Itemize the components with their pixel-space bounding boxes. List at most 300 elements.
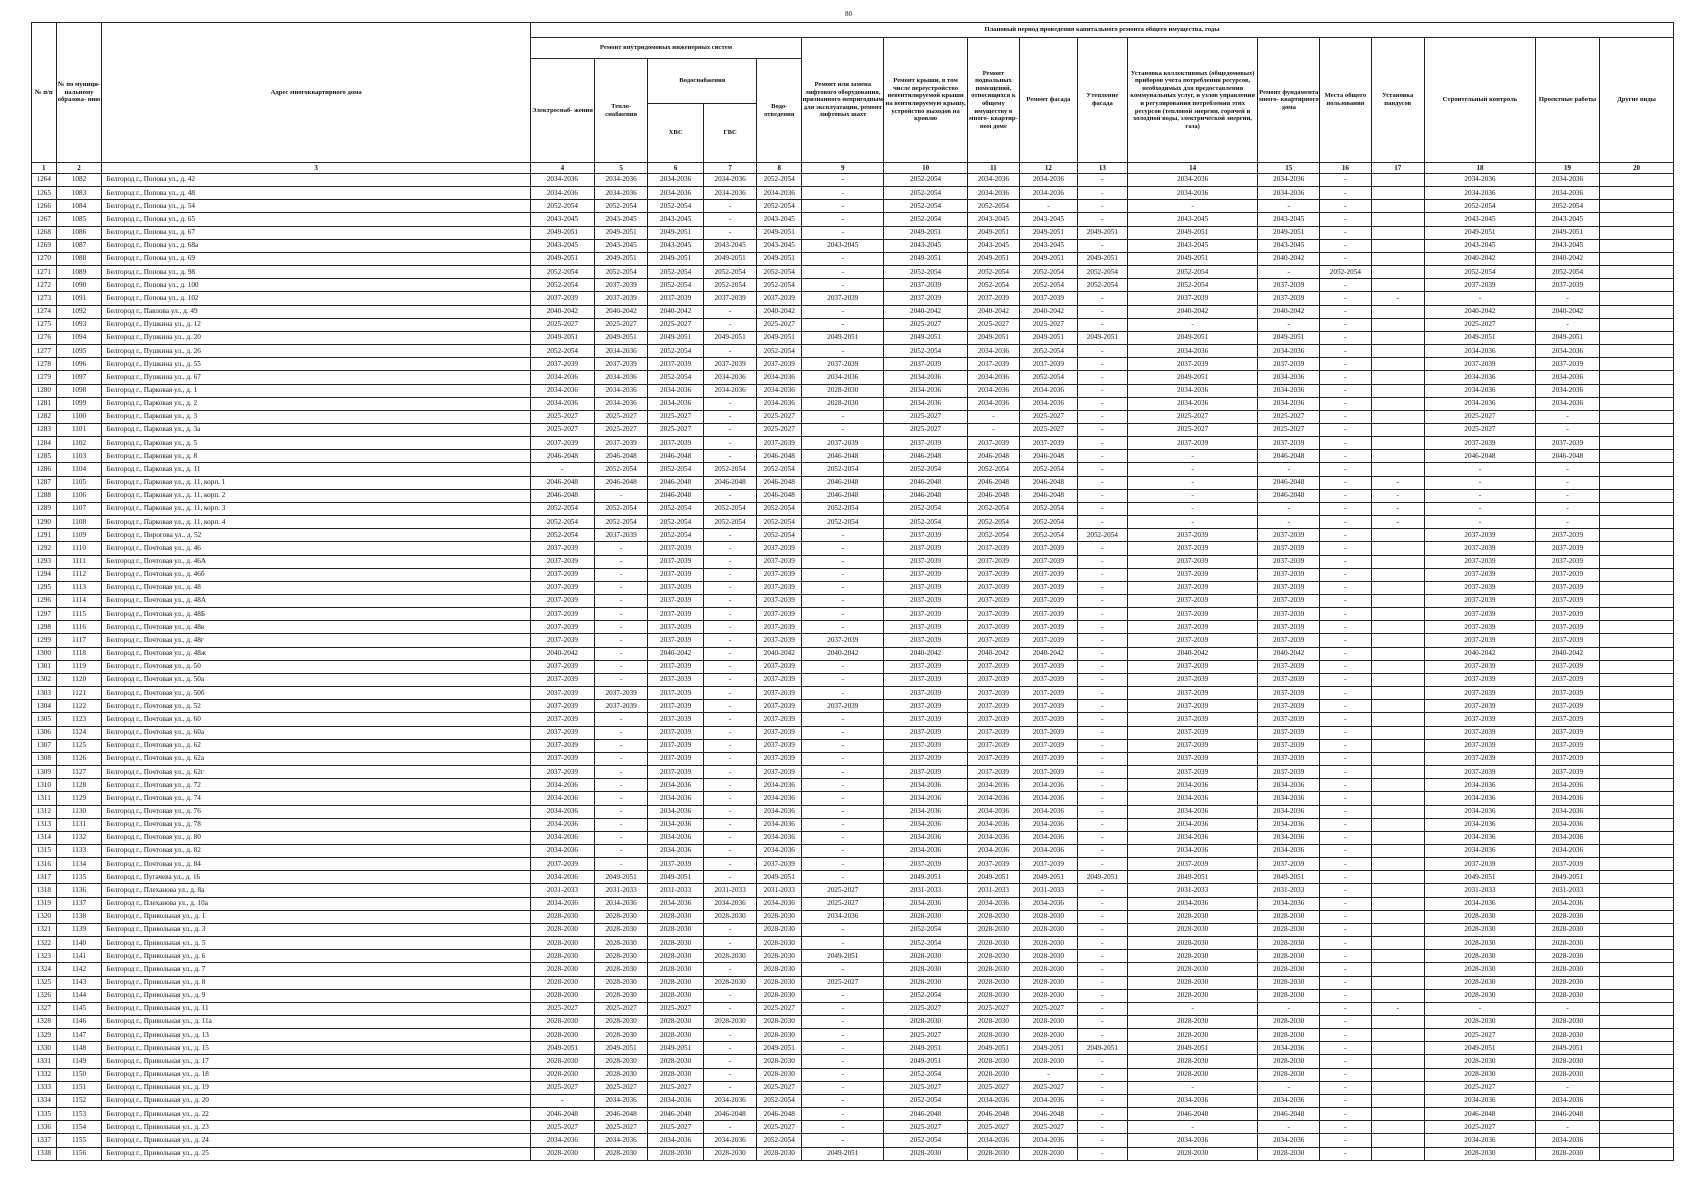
table-cell: 1337 [32, 1134, 57, 1147]
table-cell: 1296 [32, 595, 57, 608]
table-cell: 2043-2045 [757, 239, 802, 252]
table-cell: 1302 [32, 673, 57, 686]
table-cell: 2025-2027 [530, 1081, 594, 1094]
table-cell: 2040-2042 [967, 647, 1019, 660]
table-cell: - [1258, 463, 1320, 476]
table-cell [1371, 673, 1424, 686]
table-cell: 2034-2036 [1020, 174, 1078, 187]
table-cell: 2025-2027 [1020, 318, 1078, 331]
table-cell: 2052-2054 [1077, 529, 1127, 542]
table-cell: 2037-2039 [648, 858, 704, 871]
table-cell: 1101 [56, 423, 102, 436]
table-cell [1371, 1016, 1424, 1029]
table-cell: - [1127, 463, 1257, 476]
table-cell: - [1536, 292, 1600, 305]
table-cell: 2052-2054 [1020, 266, 1078, 279]
table-cell: 2034-2036 [1258, 397, 1320, 410]
table-cell: - [703, 200, 756, 213]
table-cell [1371, 542, 1424, 555]
table-cell: 2037-2039 [1258, 437, 1320, 450]
table-cell: 2037-2039 [802, 437, 884, 450]
table-cell: 2034-2036 [757, 818, 802, 831]
table-cell: 2052-2054 [757, 502, 802, 515]
table-row [32, 200, 1674, 213]
table-cell: 1285 [32, 450, 57, 463]
table-cell: 2028-2030 [967, 1147, 1019, 1160]
table-cell: 1098 [56, 384, 102, 397]
table-cell [1371, 529, 1424, 542]
table-row [32, 713, 1674, 726]
table-cell [1600, 1002, 1674, 1015]
column-number: 13 [1077, 163, 1127, 174]
table-cell: 2037-2039 [802, 634, 884, 647]
table-cell: 2052-2054 [594, 502, 647, 515]
table-cell [1371, 608, 1424, 621]
table-cell: 2037-2039 [1258, 687, 1320, 700]
table-cell: 2037-2039 [1536, 581, 1600, 594]
table-cell: - [1077, 239, 1127, 252]
table-cell: 1286 [32, 463, 57, 476]
table-cell: 2037-2039 [1536, 700, 1600, 713]
table-cell: - [1320, 766, 1371, 779]
table-cell: 2028-2030 [1424, 937, 1535, 950]
table-cell: - [1320, 818, 1371, 831]
table-cell: - [1320, 174, 1371, 187]
table-cell: - [703, 1042, 756, 1055]
table-cell: - [703, 410, 756, 423]
table-cell: 2034-2036 [757, 792, 802, 805]
table-cell [1600, 1108, 1674, 1121]
table-cell: - [1320, 660, 1371, 673]
table-cell: 2052-2054 [757, 200, 802, 213]
table-cell: 2052-2054 [648, 200, 704, 213]
header-common-areas: Места общего пользования [1320, 38, 1371, 163]
table-cell: 2034-2036 [530, 1134, 594, 1147]
table-cell: 2034-2036 [967, 1134, 1019, 1147]
table-cell [1600, 673, 1674, 686]
table-cell: - [1320, 437, 1371, 450]
table-cell [1600, 187, 1674, 200]
table-cell: - [802, 818, 884, 831]
table-cell: 2037-2039 [1127, 634, 1257, 647]
table-cell [1371, 726, 1424, 739]
table-cell: 2025-2027 [530, 410, 594, 423]
table-cell [1371, 239, 1424, 252]
table-cell [1600, 581, 1674, 594]
table-cell: 2037-2039 [1127, 529, 1257, 542]
table-cell: 2034-2036 [1424, 174, 1535, 187]
table-cell: 1087 [56, 239, 102, 252]
header-design-works: Проектные работы [1536, 38, 1600, 163]
table-cell: 2034-2036 [1536, 345, 1600, 358]
address-cell: Белгород г., Привольная ул., д. 18 [102, 1068, 530, 1081]
table-cell: 2052-2054 [802, 463, 884, 476]
table-cell: 2037-2039 [1258, 739, 1320, 752]
table-header [32, 23, 1674, 174]
table-cell: 2028-2030 [1020, 989, 1078, 1002]
table-cell: 2049-2051 [884, 1055, 967, 1068]
address-cell: Белгород г., Почтовая ул., д. 78 [102, 818, 530, 831]
table-cell: 2037-2039 [1258, 621, 1320, 634]
table-cell: 2049-2051 [802, 1147, 884, 1160]
header-planned-period: Плановый период проведения капитального ремонта общего имущества, годы [530, 23, 1673, 38]
table-cell: 2028-2030 [1127, 1055, 1257, 1068]
table-cell: 2028-2030 [1536, 989, 1600, 1002]
table-row [32, 792, 1674, 805]
table-cell: 2040-2042 [1127, 647, 1257, 660]
table-cell: 2040-2042 [530, 647, 594, 660]
table-cell: 2034-2036 [884, 805, 967, 818]
table-cell: 2025-2027 [967, 1002, 1019, 1015]
table-cell: 2040-2042 [1020, 305, 1078, 318]
table-cell: - [1320, 1068, 1371, 1081]
table-row [32, 437, 1674, 450]
table-cell: 2037-2039 [703, 358, 756, 371]
table-cell: 1278 [32, 358, 57, 371]
table-cell: 2049-2051 [530, 1042, 594, 1055]
table-cell: - [703, 673, 756, 686]
table-cell: 2046-2048 [594, 1108, 647, 1121]
column-number: 5 [594, 163, 647, 174]
table-cell: 2028-2030 [1020, 1016, 1078, 1029]
table-cell: 2037-2039 [1424, 687, 1535, 700]
table-cell [1371, 174, 1424, 187]
table-cell [1600, 831, 1674, 844]
table-cell: 2025-2027 [884, 410, 967, 423]
table-cell: - [1320, 950, 1371, 963]
table-cell: - [1536, 489, 1600, 502]
table-cell: - [1258, 318, 1320, 331]
table-cell: - [1320, 239, 1371, 252]
table-cell: 2034-2036 [594, 174, 647, 187]
table-cell: 2037-2039 [530, 660, 594, 673]
table-cell: 2034-2036 [1020, 779, 1078, 792]
table-cell: 1329 [32, 1029, 57, 1042]
table-cell: 2037-2039 [530, 595, 594, 608]
table-cell [1371, 805, 1424, 818]
table-cell: 2049-2051 [1127, 871, 1257, 884]
table-cell: 2028-2030 [594, 923, 647, 936]
table-cell: - [1320, 1002, 1371, 1015]
table-cell: 1104 [56, 463, 102, 476]
table-cell: - [703, 700, 756, 713]
header-ramps: Установка пандусов [1371, 38, 1424, 163]
table-cell: - [1077, 805, 1127, 818]
address-cell: Белгород г., Почтовая ул., д. 62г [102, 766, 530, 779]
table-cell: 2052-2054 [1077, 279, 1127, 292]
table-cell: 2037-2039 [530, 752, 594, 765]
table-cell: 2037-2039 [884, 687, 967, 700]
table-cell: - [1320, 516, 1371, 529]
table-cell: 2028-2030 [1536, 963, 1600, 976]
table-cell [1600, 726, 1674, 739]
address-cell: Белгород г., Попова ул., д. 98 [102, 266, 530, 279]
address-cell: Белгород г., Пушкина ул., д. 55 [102, 358, 530, 371]
table-cell [1600, 687, 1674, 700]
table-cell: 2052-2054 [884, 989, 967, 1002]
table-cell: 2037-2039 [1020, 858, 1078, 871]
table-cell: 2043-2045 [1536, 213, 1600, 226]
header-roof: Ремонт крыши, в том числе переустройство невентилируемой крыши на вентилируемую крышу, устройство выходов на кровлю [884, 38, 967, 163]
table-cell: 2040-2042 [1536, 647, 1600, 660]
table-cell: 2028-2030 [530, 1055, 594, 1068]
table-cell: 2034-2036 [1536, 818, 1600, 831]
table-cell: 2043-2045 [1020, 213, 1078, 226]
table-cell [1371, 1121, 1424, 1134]
table-cell: 1111 [56, 555, 102, 568]
table-cell: - [1320, 858, 1371, 871]
table-cell: 2052-2054 [802, 516, 884, 529]
table-cell: 2037-2039 [967, 608, 1019, 621]
table-cell: 2046-2048 [802, 450, 884, 463]
table-cell: 2037-2039 [530, 292, 594, 305]
table-cell: 2034-2036 [884, 792, 967, 805]
table-cell: - [1320, 476, 1371, 489]
table-cell: 2052-2054 [648, 279, 704, 292]
table-cell: 2034-2036 [648, 397, 704, 410]
table-cell: - [1424, 489, 1535, 502]
table-cell: 2037-2039 [1127, 858, 1257, 871]
table-cell: 2034-2036 [1536, 1134, 1600, 1147]
table-cell: 2028-2030 [530, 950, 594, 963]
table-cell: - [1077, 621, 1127, 634]
table-cell: 2028-2030 [884, 963, 967, 976]
table-cell: 2037-2039 [884, 766, 967, 779]
table-cell: 2034-2036 [967, 384, 1019, 397]
table-cell: 2046-2048 [1258, 476, 1320, 489]
table-cell: 2028-2030 [757, 910, 802, 923]
table-cell: 2028-2030 [1536, 1055, 1600, 1068]
table-cell: 1143 [56, 976, 102, 989]
table-cell: 2049-2051 [1127, 331, 1257, 344]
table-cell: 2049-2051 [1020, 331, 1078, 344]
table-cell: 2034-2036 [530, 371, 594, 384]
table-cell: 2034-2036 [1258, 805, 1320, 818]
table-cell: 2037-2039 [1536, 739, 1600, 752]
table-cell [1371, 187, 1424, 200]
table-row [32, 529, 1674, 542]
table-cell: 2028-2030 [1020, 1147, 1078, 1160]
table-cell: 2037-2039 [1020, 542, 1078, 555]
table-cell: 2028-2030 [757, 923, 802, 936]
table-cell: 2028-2030 [1424, 910, 1535, 923]
table-cell: 2049-2051 [1077, 1042, 1127, 1055]
table-cell: 2037-2039 [1536, 568, 1600, 581]
header-lift: Ремонт или замена лифтового оборудования, признанного непригодным для эксплуатации, ремонт лифтовых шахт [802, 38, 884, 163]
table-cell: 2028-2030 [648, 1055, 704, 1068]
table-cell: 2031-2033 [1536, 884, 1600, 897]
table-cell: - [703, 489, 756, 502]
table-cell: 2025-2027 [757, 410, 802, 423]
table-cell [1600, 897, 1674, 910]
table-cell: 2028-2030 [1127, 963, 1257, 976]
table-cell: 2040-2042 [1424, 305, 1535, 318]
table-cell: 2037-2039 [530, 687, 594, 700]
table-cell: 1107 [56, 502, 102, 515]
table-cell: 2037-2039 [1258, 766, 1320, 779]
table-cell [1600, 608, 1674, 621]
table-row [32, 226, 1674, 239]
table-cell: 2052-2054 [884, 502, 967, 515]
table-cell: - [703, 1002, 756, 1015]
table-cell: - [1320, 1147, 1371, 1160]
table-cell: 1267 [32, 213, 57, 226]
table-cell [1371, 213, 1424, 226]
table-cell: 2037-2039 [1127, 292, 1257, 305]
table-cell: - [802, 923, 884, 936]
table-cell: 2049-2051 [594, 871, 647, 884]
table-cell: 2052-2054 [757, 174, 802, 187]
table-cell: 2034-2036 [802, 371, 884, 384]
table-cell: 1086 [56, 226, 102, 239]
table-row [32, 897, 1674, 910]
table-cell: 2043-2045 [648, 213, 704, 226]
table-row [32, 739, 1674, 752]
table-cell: 2028-2030 [1536, 1068, 1600, 1081]
table-cell: 2037-2039 [530, 542, 594, 555]
table-cell: 2034-2036 [1424, 384, 1535, 397]
table-cell: - [1077, 1121, 1127, 1134]
table-cell: 2040-2042 [884, 647, 967, 660]
address-cell: Белгород г., Парковая ул., д. 2 [102, 397, 530, 410]
table-cell: 2034-2036 [1424, 371, 1535, 384]
table-cell: - [1258, 266, 1320, 279]
table-cell [1371, 779, 1424, 792]
table-cell: 2046-2048 [530, 476, 594, 489]
table-cell: - [1077, 555, 1127, 568]
table-cell [1600, 844, 1674, 857]
table-cell: - [1424, 463, 1535, 476]
table-cell: 1276 [32, 331, 57, 344]
table-cell: 1131 [56, 818, 102, 831]
table-cell: - [1077, 792, 1127, 805]
table-cell: 2028-2030 [757, 1055, 802, 1068]
table-cell: 2034-2036 [648, 792, 704, 805]
table-cell: 2034-2036 [1424, 818, 1535, 831]
table-cell: 2046-2048 [648, 1108, 704, 1121]
table-cell: 2034-2036 [530, 792, 594, 805]
table-cell [1371, 358, 1424, 371]
table-cell: - [1320, 792, 1371, 805]
table-cell: - [1320, 608, 1371, 621]
table-cell: 2028-2030 [1020, 910, 1078, 923]
table-cell: 2037-2039 [1258, 555, 1320, 568]
table-cell: 2037-2039 [1020, 358, 1078, 371]
table-cell: - [703, 213, 756, 226]
table-cell: 2025-2027 [884, 423, 967, 436]
table-cell: 2037-2039 [1424, 858, 1535, 871]
table-cell: 2037-2039 [1536, 858, 1600, 871]
table-cell: 2037-2039 [967, 700, 1019, 713]
table-cell: 2028-2030 [1020, 1029, 1078, 1042]
table-cell: 2025-2027 [594, 410, 647, 423]
page-number: 80 [845, 10, 852, 18]
table-cell: 2046-2048 [1127, 1108, 1257, 1121]
table-cell: - [802, 608, 884, 621]
table-cell [1600, 963, 1674, 976]
table-row [32, 502, 1674, 515]
table-cell: 2034-2036 [530, 805, 594, 818]
table-cell: 2037-2039 [1536, 595, 1600, 608]
table-cell: 2037-2039 [1020, 673, 1078, 686]
table-cell: - [1320, 1094, 1371, 1107]
table-cell: 2028-2030 [757, 937, 802, 950]
table-cell: 1319 [32, 897, 57, 910]
table-cell: 2052-2054 [967, 516, 1019, 529]
table-cell: - [703, 844, 756, 857]
column-number: 1 [32, 163, 57, 174]
table-cell: - [802, 1068, 884, 1081]
table-cell: 2034-2036 [594, 1094, 647, 1107]
table-cell: - [1077, 581, 1127, 594]
table-cell: - [1077, 489, 1127, 502]
address-cell: Белгород г., Почтовая ул., д. 48Б [102, 608, 530, 621]
table-cell: 2028-2030 [530, 1147, 594, 1160]
table-cell: 2037-2039 [884, 752, 967, 765]
table-cell: 2037-2039 [1536, 279, 1600, 292]
table-cell: 1317 [32, 871, 57, 884]
address-cell: Белгород г., Привольная ул., д. 15 [102, 1042, 530, 1055]
table-cell: 2037-2039 [1127, 595, 1257, 608]
address-cell: Белгород г., Почтовая ул., д. 48ж [102, 647, 530, 660]
table-cell [1371, 318, 1424, 331]
table-cell: 2052-2054 [594, 463, 647, 476]
table-cell: 2040-2042 [1258, 252, 1320, 265]
table-cell: 1115 [56, 608, 102, 621]
table-cell: 2037-2039 [967, 621, 1019, 634]
table-cell: 2028-2030 [648, 1068, 704, 1081]
table-row [32, 423, 1674, 436]
table-cell [1371, 384, 1424, 397]
table-cell: 2040-2042 [1020, 647, 1078, 660]
table-cell: - [1077, 174, 1127, 187]
table-cell: 2025-2027 [1424, 410, 1535, 423]
table-row [32, 1029, 1674, 1042]
table-cell: 2049-2051 [1424, 226, 1535, 239]
table-cell: 2037-2039 [648, 726, 704, 739]
table-cell: - [1320, 805, 1371, 818]
table-cell: 2049-2051 [594, 226, 647, 239]
table-cell: - [1258, 502, 1320, 515]
table-cell: 2037-2039 [884, 292, 967, 305]
table-cell: 2046-2048 [967, 489, 1019, 502]
table-cell: - [703, 568, 756, 581]
table-cell: - [1127, 489, 1257, 502]
table-cell: - [1077, 963, 1127, 976]
table-cell: 2052-2054 [648, 266, 704, 279]
table-cell: 1271 [32, 266, 57, 279]
table-cell: - [594, 621, 647, 634]
table-cell: - [1077, 476, 1127, 489]
table-cell: 2043-2045 [1424, 213, 1535, 226]
table-cell: 1264 [32, 174, 57, 187]
table-cell [1600, 752, 1674, 765]
table-row [32, 252, 1674, 265]
table-cell [1600, 1016, 1674, 1029]
table-cell: 2034-2036 [1020, 397, 1078, 410]
table-cell [1371, 331, 1424, 344]
table-cell: 2037-2039 [1127, 713, 1257, 726]
table-cell: 2040-2042 [1258, 305, 1320, 318]
table-cell: 2025-2027 [530, 1121, 594, 1134]
table-cell: - [802, 858, 884, 871]
table-cell: 2025-2027 [594, 1002, 647, 1015]
table-cell: 2028-2030 [530, 1016, 594, 1029]
table-cell: 2034-2036 [884, 371, 967, 384]
table-cell [1600, 910, 1674, 923]
table-cell: 2034-2036 [1258, 818, 1320, 831]
table-cell: 2028-2030 [530, 989, 594, 1002]
